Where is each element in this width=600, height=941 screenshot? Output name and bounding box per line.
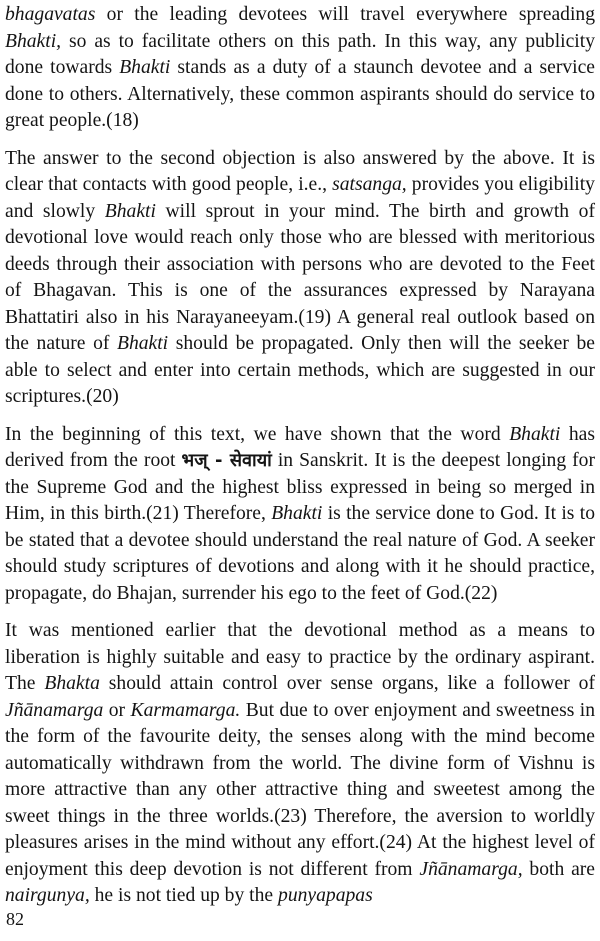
italic-term: Bhakti bbox=[116, 333, 169, 354]
italic-term: Jñānamarga, bbox=[419, 858, 523, 880]
text-run: In the beginning of this text, we have shown that the word bbox=[5, 423, 510, 445]
text-run: in Sanskrit. It is the deepest longing for the Supreme God and the highest bliss expressed in being so merged in Him, in this birth.(21) Therefore, bbox=[5, 450, 596, 524]
text-run: both are bbox=[522, 858, 595, 880]
italic-term: Jñānamarga bbox=[5, 699, 104, 721]
text-run: has derived from the root bbox=[5, 423, 595, 471]
sanskrit-root: भज् - सेवायां bbox=[181, 450, 272, 471]
italic-term: Karmamarga. bbox=[130, 699, 241, 721]
page-number: 82 bbox=[6, 909, 24, 929]
text-run: But due to over enjoyment and sweetness in the form of the favourite deity, the senses along with the mind become automatically withdrawn from the world. The divine form of Vishnu is more attractive than any other attractive thing and sweetest among the sweet things in the three worlds.(23) Therefore, the aversion to worldly pleasures arises in the mind without any effort.(24) At the highest level of enjoyment this deep devotion is not different from bbox=[5, 699, 595, 880]
text-run: or the leading devotees will travel everywhere spreading bbox=[95, 4, 595, 25]
text-run: or bbox=[103, 699, 131, 721]
italic-term: Bhakti bbox=[271, 503, 323, 524]
text-run: The answer to the second objection is also answered by the above. It is clear that contacts with good people, i.e., bbox=[5, 147, 595, 195]
italic-term: satsanga, bbox=[332, 174, 407, 195]
text-run: stands as a duty of a staunch devotee and a service done to others. Alternatively, these common aspirants should do service to great people.(18) bbox=[5, 57, 595, 131]
paragraph-2 bbox=[5, 146, 595, 411]
paragraph-1 bbox=[5, 2, 595, 135]
italic-term: Bhakti bbox=[509, 423, 561, 445]
italic-term: punyapapas bbox=[278, 885, 373, 906]
italic-term: Bhakti bbox=[119, 57, 171, 78]
italic-term: Bhakti bbox=[104, 200, 156, 222]
text-run: he is not tied up by the bbox=[89, 885, 279, 906]
paragraph-4 bbox=[5, 618, 595, 910]
text-run: should attain control over sense organs, like a follower of bbox=[99, 673, 595, 694]
text-run: is the service done to God. It is to be stated that a devotee should understand the real nature of God. A seeker should study scriptures of devotions and along with it he should practice, propagate, do Bhajan, surrender his ego to the feet of God.(22) bbox=[5, 503, 595, 604]
text-run: It was mentioned earlier that the devotional method as a means to liberation is highly suitable and easy to practice by the ordinary aspirant. The bbox=[5, 620, 595, 694]
text-run: provides you eligibility and slowly bbox=[5, 174, 595, 222]
italic-term: bhagavatas bbox=[5, 4, 96, 25]
text-run: so as to facilitate others on this path. In this way, any publicity done towards bbox=[5, 30, 595, 78]
italic-term: Bhakta bbox=[44, 673, 100, 694]
italic-term: Bhakti, bbox=[5, 30, 62, 52]
text-run: will sprout in your mind. The birth and growth of devotional love would reach only those who are blessed with meritorious deeds through their association with persons who are devoted to the Feet of Bhagavan. This is one of the assurances expressed by Narayana Bhattatiri also in his Narayaneeyam.(19) A general real outlook based on the nature of bbox=[5, 200, 595, 354]
paragraph-3 bbox=[5, 422, 595, 608]
italic-term: nairgunya, bbox=[5, 885, 90, 906]
text-run: should be propagated. Only then will the seeker be able to select and enter into certain methods, which are suggested in our scriptures.(20) bbox=[5, 333, 595, 407]
